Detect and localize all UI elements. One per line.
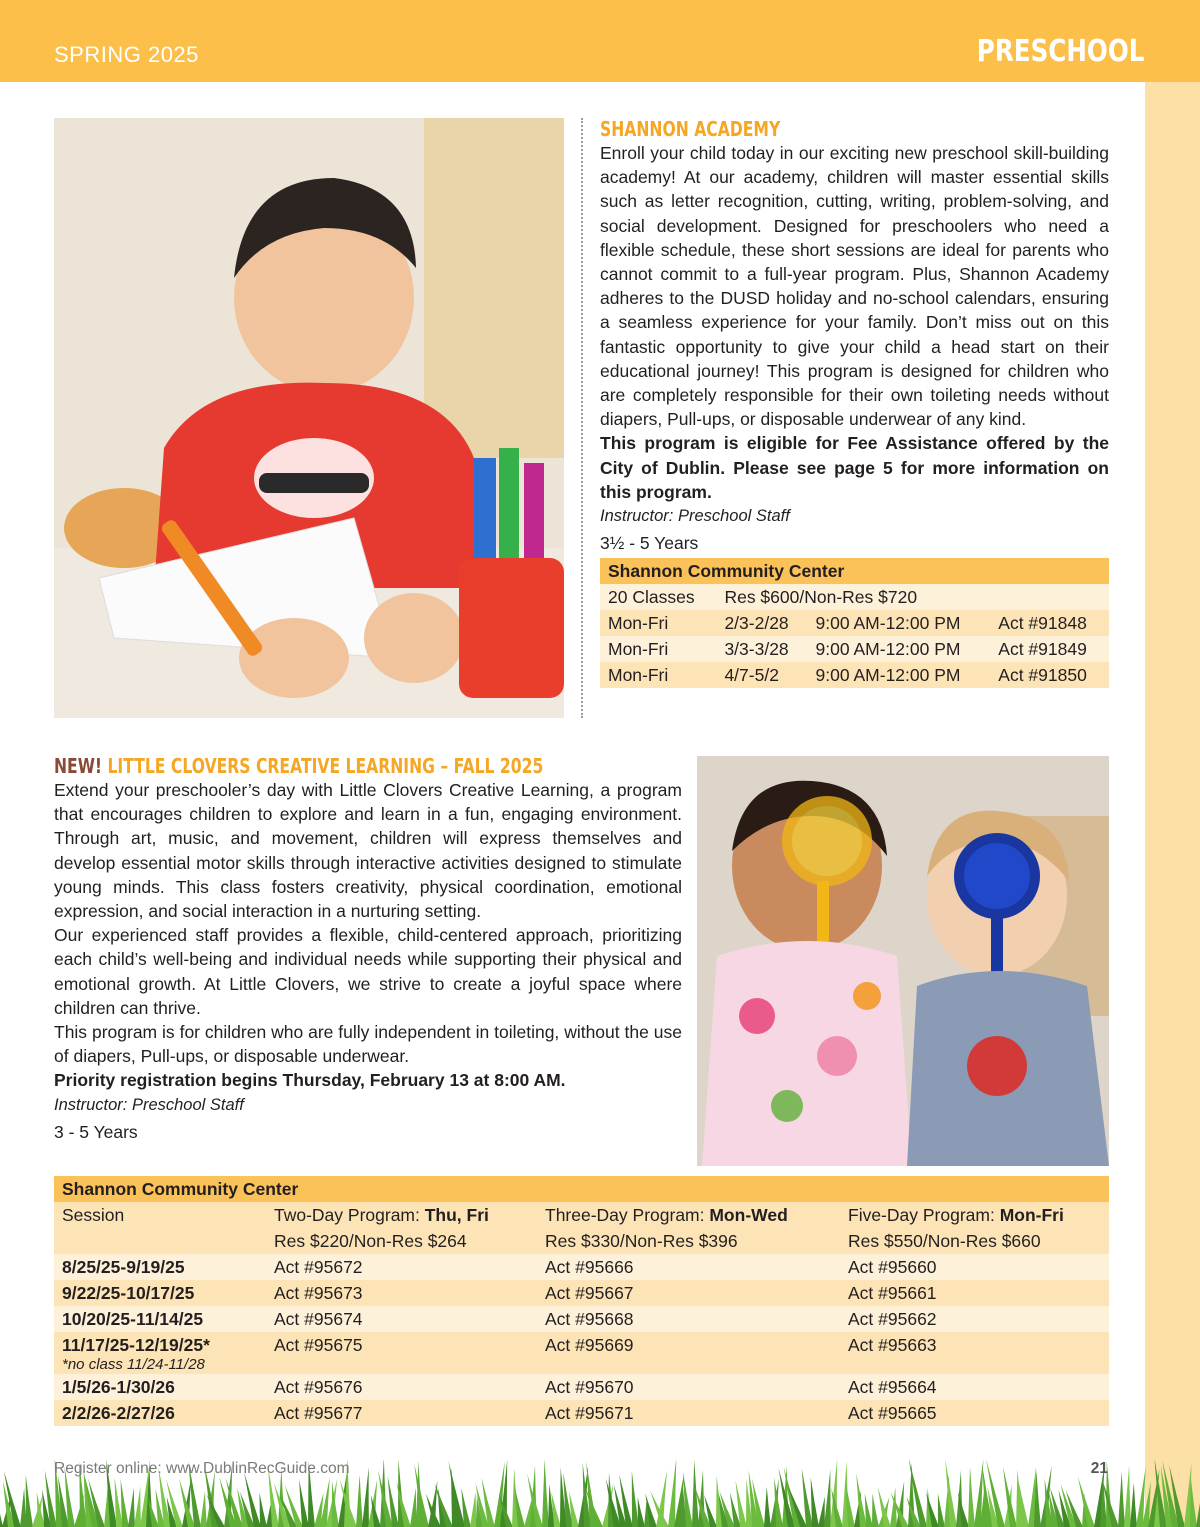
fee-amount: Res $330/Non-Res $396: [537, 1228, 840, 1254]
grass-blade: [968, 1467, 975, 1527]
program-header-row: [54, 1202, 1109, 1228]
article-paragraph: Extend your preschooler’s day with Little Clovers Creative Learning, a program that encourages children to explore and learn in a fun, engaging environment. Through art, music, and movement, children will express themselves and develop essential motor skills through interactive activities designed to stimulate young minds. This class fosters creativity, physical coordination, emotional expression, and social interaction in a nurturing setting.: [54, 780, 682, 922]
article-little-clovers: [54, 754, 682, 1147]
empty-cell: [54, 1228, 266, 1254]
program-days: Mon-Wed: [709, 1204, 788, 1225]
photo-kids-magnifying-glasses: [697, 756, 1109, 1166]
grass-blade: [865, 1493, 873, 1527]
grass-blade: [638, 1497, 645, 1527]
activity-number: Act #95677: [266, 1400, 537, 1426]
activity-number: Act #91849: [990, 636, 1109, 662]
session-dates: 1/5/26-1/30/26: [54, 1374, 266, 1400]
grass-blade: [200, 1491, 207, 1527]
table-row: [54, 1374, 1109, 1400]
activity-number: Act #95661: [840, 1280, 1109, 1306]
time-cell: 9:00 AM-12:00 PM: [808, 636, 991, 662]
activity-number: Act #95665: [840, 1400, 1109, 1426]
page-number: 21: [1090, 1460, 1108, 1477]
grass-blade: [356, 1475, 363, 1527]
program-header: [537, 1202, 840, 1228]
table-row: [600, 662, 1109, 688]
program-name: Two-Day Program:: [274, 1204, 425, 1225]
session-cell: [54, 1332, 266, 1374]
activity-number: Act #95664: [840, 1374, 1109, 1400]
session-dates: 2/2/26-2/27/26: [54, 1400, 266, 1426]
program-name: Three-Day Program:: [545, 1204, 710, 1225]
class-count: 20 Classes: [600, 584, 716, 610]
grass-blade: [872, 1493, 879, 1527]
article-shannon-academy: [600, 117, 1109, 688]
grass-blade: [1124, 1465, 1131, 1527]
program-days: Thu, Fri: [424, 1204, 489, 1225]
fee-amount: Res $220/Non-Res $264: [266, 1228, 537, 1254]
activity-number: Act #95660: [840, 1254, 1109, 1280]
table-row: [54, 1400, 1109, 1426]
fee-amount: Res $550/Non-Res $660: [840, 1228, 1109, 1254]
activity-number: Act #95666: [537, 1254, 840, 1280]
location-name: Shannon Community Center: [54, 1176, 1109, 1202]
grass-blade: [26, 1475, 33, 1527]
column-divider: [581, 118, 583, 718]
session-dates: 10/20/25-11/14/25: [54, 1306, 266, 1332]
activity-number: Act #95662: [840, 1306, 1109, 1332]
new-tag: NEW!: [54, 754, 103, 778]
grass-blade: [299, 1479, 309, 1527]
article-paragraph: Our experienced staff provides a flexible, child-centered approach, prioritizing each child’s well-being and individual needs while supporting their physical and emotional growth. At Little Clovers, we strive to create a joyful space where children can thrive.: [54, 925, 682, 1018]
grass-blade: [410, 1488, 417, 1527]
fee-row: [54, 1228, 1109, 1254]
activity-number: Act #95674: [266, 1306, 537, 1332]
session-dates: 11/17/25-12/19/25*: [62, 1335, 210, 1355]
grass-blade: [121, 1479, 129, 1527]
priority-registration-note: Priority registration begins Thursday, February 13 at 8:00 AM.: [54, 1070, 566, 1091]
grass-blade: [0, 1487, 3, 1527]
dates-cell: 2/3-2/28: [716, 610, 807, 636]
activity-number: Act #95668: [537, 1306, 840, 1332]
grass-blade: [818, 1496, 825, 1527]
activity-number: Act #95669: [537, 1332, 840, 1374]
program-header: [840, 1202, 1109, 1228]
article-title: [54, 754, 544, 778]
age-range: 3½ - 5 Years: [600, 533, 699, 554]
instructor-label: Instructor: Preschool Staff: [54, 1095, 244, 1114]
days-cell: Mon-Fri: [600, 610, 716, 636]
fee-amount: Res $600/Non-Res $720: [716, 584, 1109, 610]
grass-blade: [668, 1460, 676, 1527]
boy-drawing-illustration: [54, 118, 564, 718]
table-row: [54, 1306, 1109, 1332]
grass-blade: [259, 1493, 267, 1527]
activity-number: Act #95667: [537, 1280, 840, 1306]
activity-number: Act #95671: [537, 1400, 840, 1426]
photo-boy-drawing: [54, 118, 564, 718]
table-header: [54, 1176, 1109, 1202]
program-header: [266, 1202, 537, 1228]
article-body: Enroll your child today in our exciting new preschool skill-building academy! At our academy, children will master essential skills such as letter recognition, cutting, writing, problem-solving, and social development. Designed for preschoolers who need a flexible schedule, these short sessions are ideal for parents who cannot commit to a full-year program. Plus, Shannon Academy adheres to the DUSD holiday and no-school calendars, ensuring a seamless experience for your family. Don’t miss out on this fantastic opportunity to give your child a head start on their educational journey! This program is designed for children who are completely responsible for their own toileting needs without diapers, Pull-ups, or disposable underwear of any kind.: [600, 143, 1109, 430]
age-range: 3 - 5 Years: [54, 1121, 138, 1142]
grass-blade: [878, 1487, 891, 1527]
instructor-label: Instructor: Preschool Staff: [600, 507, 790, 526]
fee-assistance-note: This program is eligible for Fee Assistance offered by the City of Dublin. Please see page 5 for more information on this program.: [600, 433, 1109, 502]
dates-cell: 4/7-5/2: [716, 662, 807, 688]
activity-number: Act #91850: [990, 662, 1109, 688]
time-cell: 9:00 AM-12:00 PM: [808, 610, 991, 636]
table-row: [600, 610, 1109, 636]
activity-number: Act #95672: [266, 1254, 537, 1280]
session-dates: 8/25/25-9/19/25: [54, 1254, 266, 1280]
fee-row: [600, 584, 1109, 610]
activity-number: Act #95663: [840, 1332, 1109, 1374]
grass-blade: [470, 1492, 477, 1527]
grass-blade: [824, 1469, 831, 1527]
schedule-table: [54, 1176, 1109, 1426]
grass-blade: [1190, 1478, 1197, 1527]
grass-blade: [542, 1460, 549, 1527]
grass-blade: [128, 1488, 135, 1527]
grass-blade: [938, 1493, 945, 1527]
days-cell: Mon-Fri: [600, 636, 716, 662]
grass-blade: [764, 1487, 771, 1527]
activity-number: Act #95673: [266, 1280, 537, 1306]
time-cell: 9:00 AM-12:00 PM: [808, 662, 991, 688]
location-name: Shannon Community Center: [600, 558, 1109, 584]
section-title: PRESCHOOL: [976, 34, 1144, 69]
activity-number: Act #95675: [266, 1332, 537, 1374]
schedule-table: [600, 558, 1109, 688]
register-link[interactable]: Register online: www.DublinRecGuide.com: [54, 1460, 350, 1477]
table-header: [600, 558, 1109, 584]
article-title-text: LITTLE CLOVERS CREATIVE LEARNING – FALL 2025: [107, 754, 544, 778]
season-label: SPRING 2025: [54, 42, 199, 67]
article-title: SHANNON ACADEMY: [600, 117, 781, 141]
table-row: [54, 1332, 1109, 1374]
grass-blade: [1196, 1493, 1200, 1527]
grass-blade: [362, 1467, 369, 1527]
program-days: Mon-Fri: [999, 1204, 1064, 1225]
kids-magnifying-illustration: [697, 756, 1109, 1166]
grass-blade: [1118, 1472, 1125, 1527]
grass-blade: [811, 1477, 819, 1527]
session-column-header: Session: [54, 1202, 266, 1228]
activity-number: Act #91848: [990, 610, 1109, 636]
article-paragraph: This program is for children who are fully independent in toileting, without the use of diapers, Pull-ups, or disposable underwear.: [54, 1022, 682, 1067]
days-cell: Mon-Fri: [600, 662, 716, 688]
grass-blade: [692, 1460, 699, 1527]
activity-number: Act #95676: [266, 1374, 537, 1400]
session-note: *no class 11/24-11/28: [62, 1356, 205, 1373]
session-dates: 9/22/25-10/17/25: [54, 1280, 266, 1306]
program-name: Five-Day Program:: [848, 1204, 1000, 1225]
grass-blade: [1130, 1483, 1137, 1527]
dates-cell: 3/3-3/28: [716, 636, 807, 662]
activity-number: Act #95670: [537, 1374, 840, 1400]
little-clovers-schedule: [54, 1176, 1109, 1426]
table-row: [54, 1280, 1109, 1306]
table-row: [54, 1254, 1109, 1280]
table-row: [600, 636, 1109, 662]
side-strip: [1145, 82, 1200, 1527]
grass-blade: [134, 1486, 141, 1527]
